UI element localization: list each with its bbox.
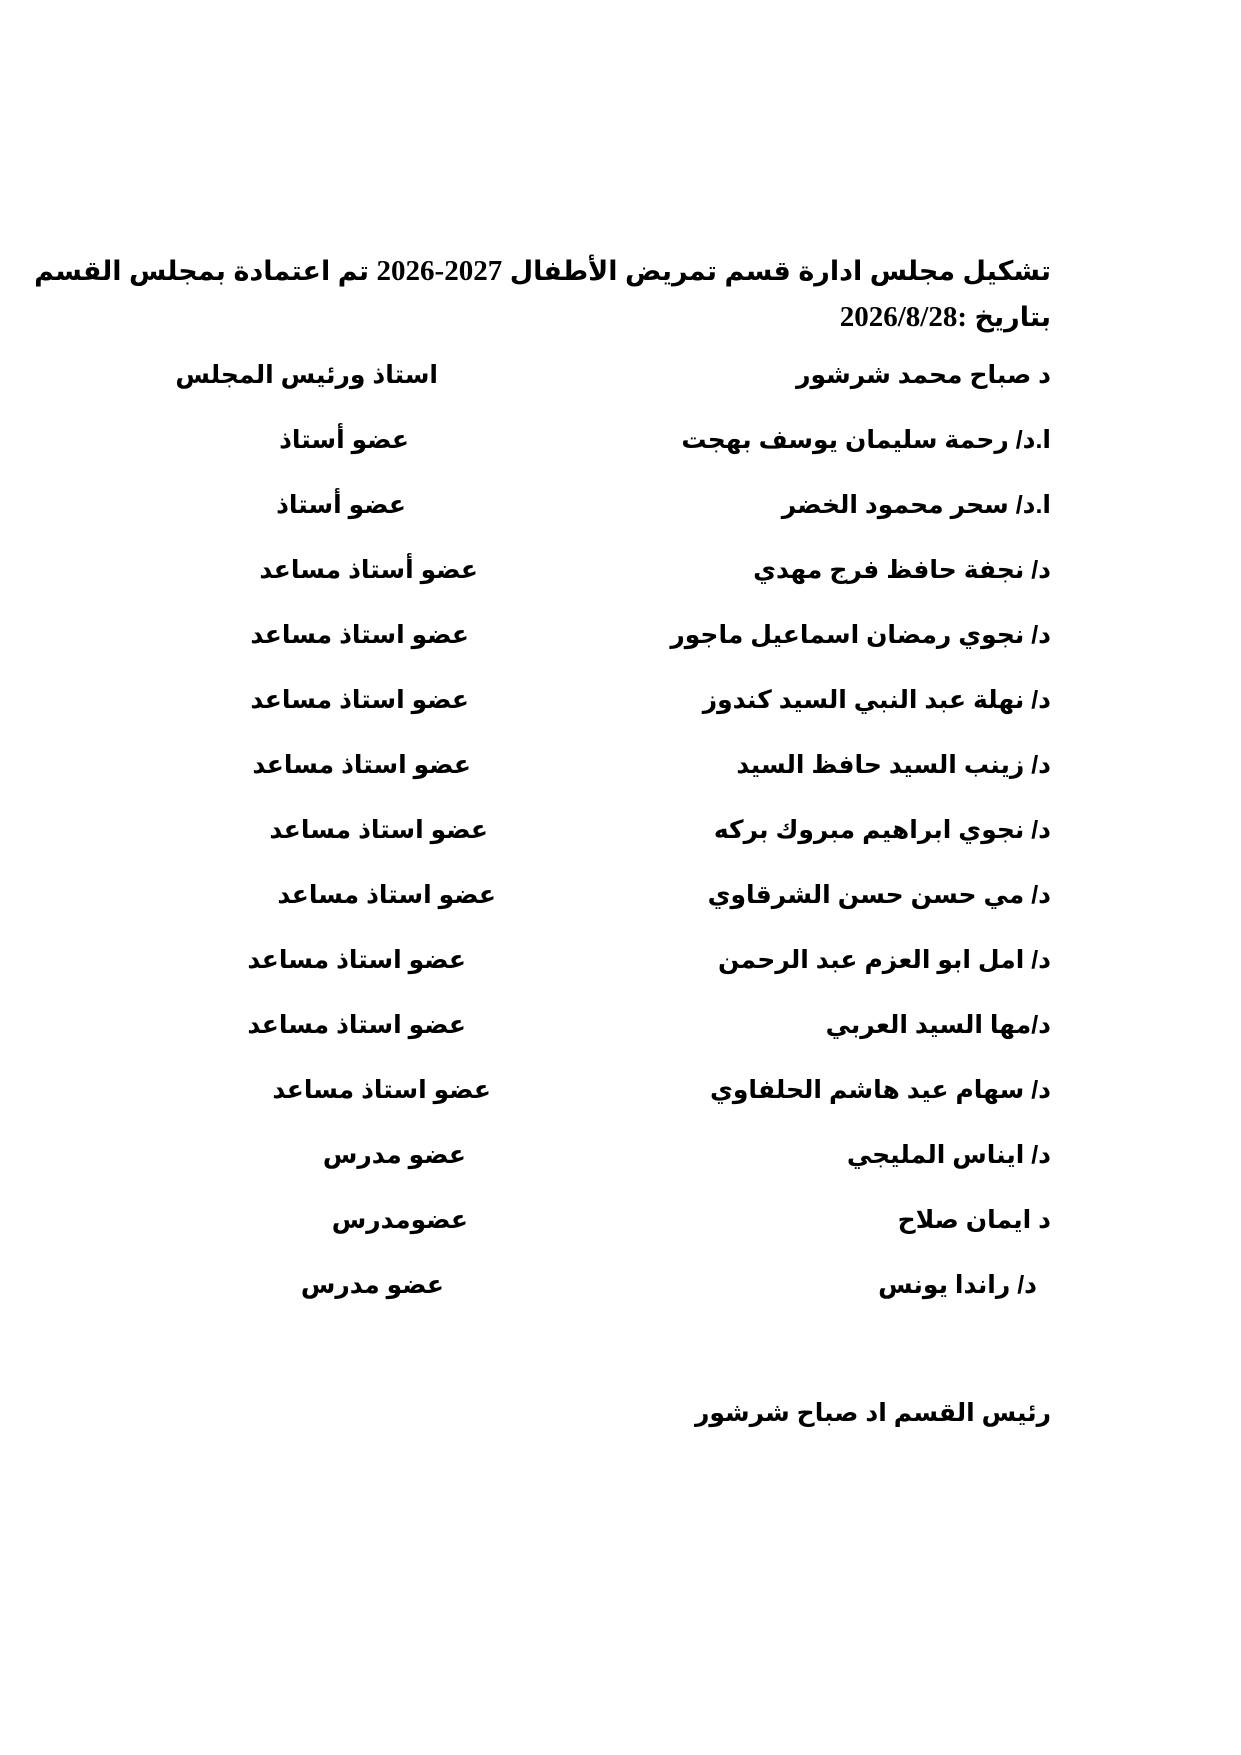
list-item <box>0 748 1241 813</box>
list-item <box>0 358 1241 423</box>
member-name: د/ زينب السيد حافظ السيد <box>736 751 1051 779</box>
heading-title-prefix: تشكيل مجلس ادارة قسم تمريض الأطفال <box>509 256 1051 286</box>
member-role: عضو استاذ مساعد <box>247 1011 466 1039</box>
list-item <box>0 878 1241 943</box>
list-item <box>0 553 1241 618</box>
member-role: عضو استاذ مساعد <box>252 751 471 779</box>
member-role: عضو استاذ مساعد <box>250 621 469 649</box>
list-item <box>0 618 1241 683</box>
heading-line-1 <box>34 248 1051 294</box>
member-role: عضو أستاذ مساعد <box>259 556 478 584</box>
list-item <box>0 488 1241 553</box>
list-item <box>0 1008 1241 1073</box>
member-role: عضو مدرس <box>300 1271 444 1299</box>
list-item <box>0 683 1241 748</box>
member-role: عضومدرس <box>331 1206 468 1234</box>
list-item <box>0 1203 1241 1268</box>
member-name: ا.د/ سحر محمود الخضر <box>781 491 1051 519</box>
heading-years: 2026-2027 <box>376 255 503 287</box>
member-name: د/ نهلة عبد النبي السيد كندوز <box>702 686 1051 714</box>
member-name: د/ نجوي رمضان اسماعيل ماجور <box>670 621 1051 649</box>
list-item <box>0 1073 1241 1138</box>
member-name: د/ امل ابو العزم عبد الرحمن <box>718 946 1051 974</box>
list-item <box>0 943 1241 1008</box>
list-item <box>0 1138 1241 1203</box>
list-item <box>0 813 1241 878</box>
list-item <box>0 423 1241 488</box>
member-name: د/ راندا يونس <box>878 1271 1037 1299</box>
member-role: عضو استاذ مساعد <box>272 1076 491 1104</box>
member-name: د/مها السيد العربي <box>825 1011 1051 1039</box>
member-role: استاذ ورئيس المجلس <box>175 361 438 389</box>
member-name: ا.د/ رحمة سليمان يوسف بهجت <box>681 426 1051 454</box>
member-role: عضو مدرس <box>322 1141 466 1169</box>
members-list <box>0 358 1241 1333</box>
heading-title-suffix: تم اعتمادة بمجلس القسم <box>34 256 370 286</box>
member-role: عضو أستاذ <box>276 491 406 519</box>
member-name: د/ نجفة حافظ فرج مهدي <box>753 556 1051 584</box>
member-role: عضو استاذ مساعد <box>277 881 496 909</box>
member-role: عضو أستاذ <box>279 426 409 454</box>
document-heading <box>34 248 1051 340</box>
heading-date-prefix: بتاريخ <box>974 302 1051 332</box>
member-name: د ايمان صلاح <box>897 1206 1051 1234</box>
member-role: عضو استاذ مساعد <box>247 946 466 974</box>
member-name: د/ سهام عيد هاشم الحلفاوي <box>709 1076 1051 1104</box>
member-role: عضو استاذ مساعد <box>269 816 488 844</box>
member-role: عضو استاذ مساعد <box>250 686 469 714</box>
member-name: د/ مي حسن حسن الشرقاوي <box>707 881 1051 909</box>
heading-date: 2026/8/28: <box>839 301 968 333</box>
department-head-signature-line: رئيس القسم اد صباح شرشور <box>694 1399 1051 1427</box>
member-name: د/ ايناس المليجي <box>846 1141 1051 1169</box>
list-item <box>0 1268 1241 1333</box>
heading-line-2 <box>191 294 1051 340</box>
member-name: د/ نجوي ابراهيم مبروك بركه <box>713 816 1051 844</box>
member-name: د صباح محمد شرشور <box>796 361 1051 389</box>
